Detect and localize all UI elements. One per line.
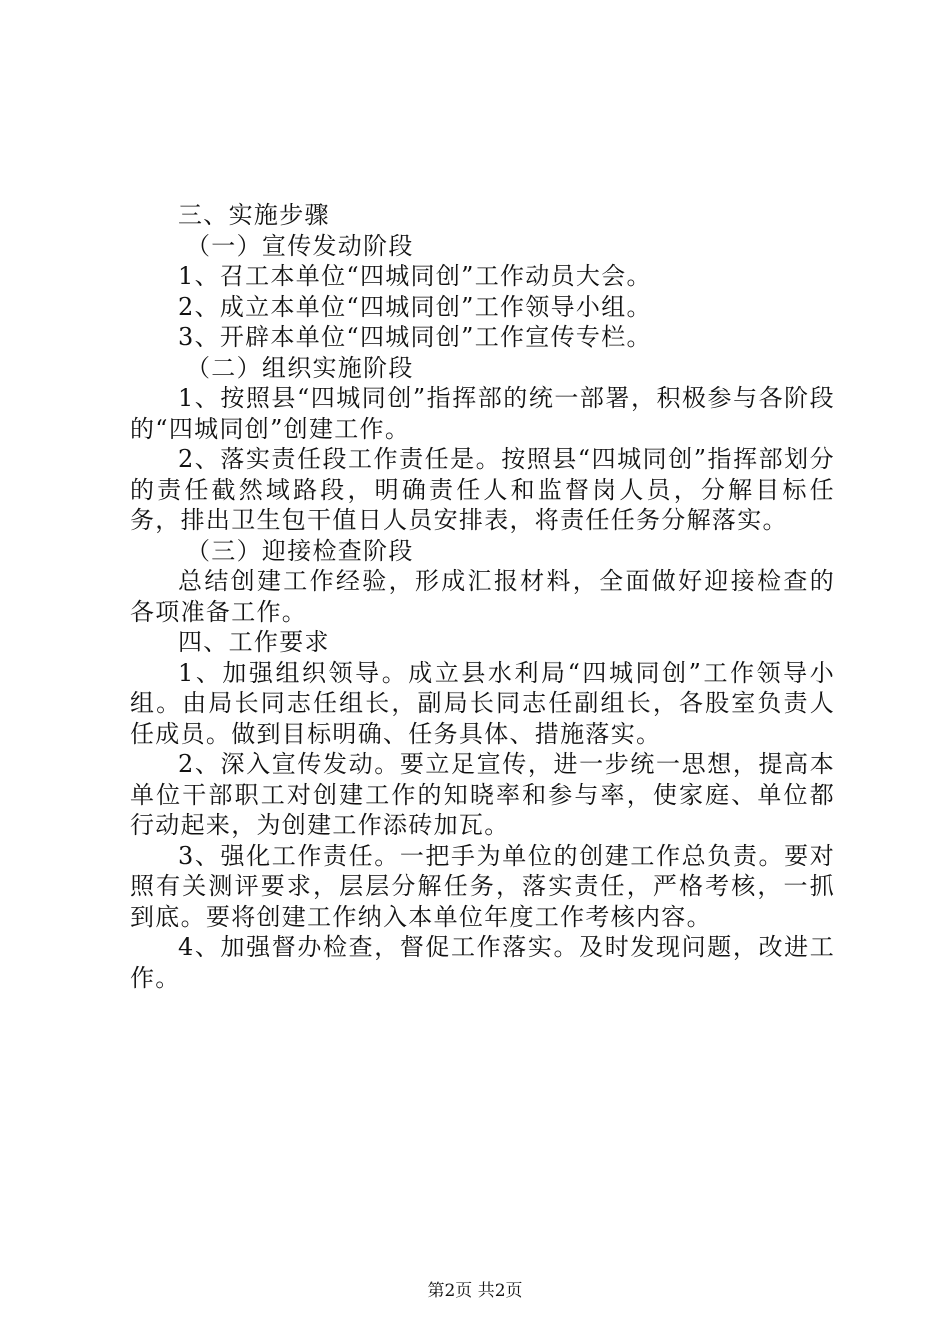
subsection-heading-inspection: （三）迎接检查阶段 [186,536,414,565]
paragraph: 2、成立本单位“四城同创”工作领导小组。 [178,292,652,321]
paragraph: 总结创建工作经验，形成汇报材料，全面做好迎接检查的各项准备工作。 [130,567,835,626]
paragraph: 3、开辟本单位“四城同创”工作宣传专栏。 [178,323,652,351]
paragraph: 1、召工本单位“四城同创”工作动员大会。 [178,262,652,290]
page-number-footer: 第2页 共2页 [427,1281,523,1301]
subsection-heading-publicity: （一）宣传发动阶段 [186,231,414,260]
document-body [130,200,835,993]
section-heading-work-requirements: 四、工作要求 [178,628,330,656]
paragraph: 4、加强督办检查，督促工作落实。及时发现问题，改进工作。 [130,933,835,992]
paragraph: 3、强化工作责任。一把手为单位的创建工作总负责。要对照有关测评要求，层层分解任务，落实责任，严格考核，一抓到底。要将创建工作纳入本单位年度工作考核内容。 [130,841,835,931]
section-heading-implementation-steps: 三、实施步骤 [178,201,330,229]
paragraph: 2、落实责任段工作责任是。按照县“四城同创”指挥部划分的责任截然域路段，明确责任人和监督岗人员，分解目标任务，排出卫生包干值日人员安排表，将责任任务分解落实。 [130,445,835,534]
paragraph: 1、加强组织领导。成立县水利局“四城同创”工作领导小组。由局长同志任组长，副局长同志任副组长，各股室负责人任成员。做到目标明确、任务具体、措施落实。 [130,658,835,748]
subsection-heading-organization: （二）组织实施阶段 [186,353,414,382]
paragraph: 1、按照县“四城同创”指挥部的统一部署，积极参与各阶段的“四城同创”创建工作。 [130,384,835,443]
paragraph: 2、深入宣传发动。要立足宣传，进一步统一思想，提高本单位干部职工对创建工作的知晓率和参与率，使家庭、单位都行动起来，为创建工作添砖加瓦。 [130,750,835,839]
